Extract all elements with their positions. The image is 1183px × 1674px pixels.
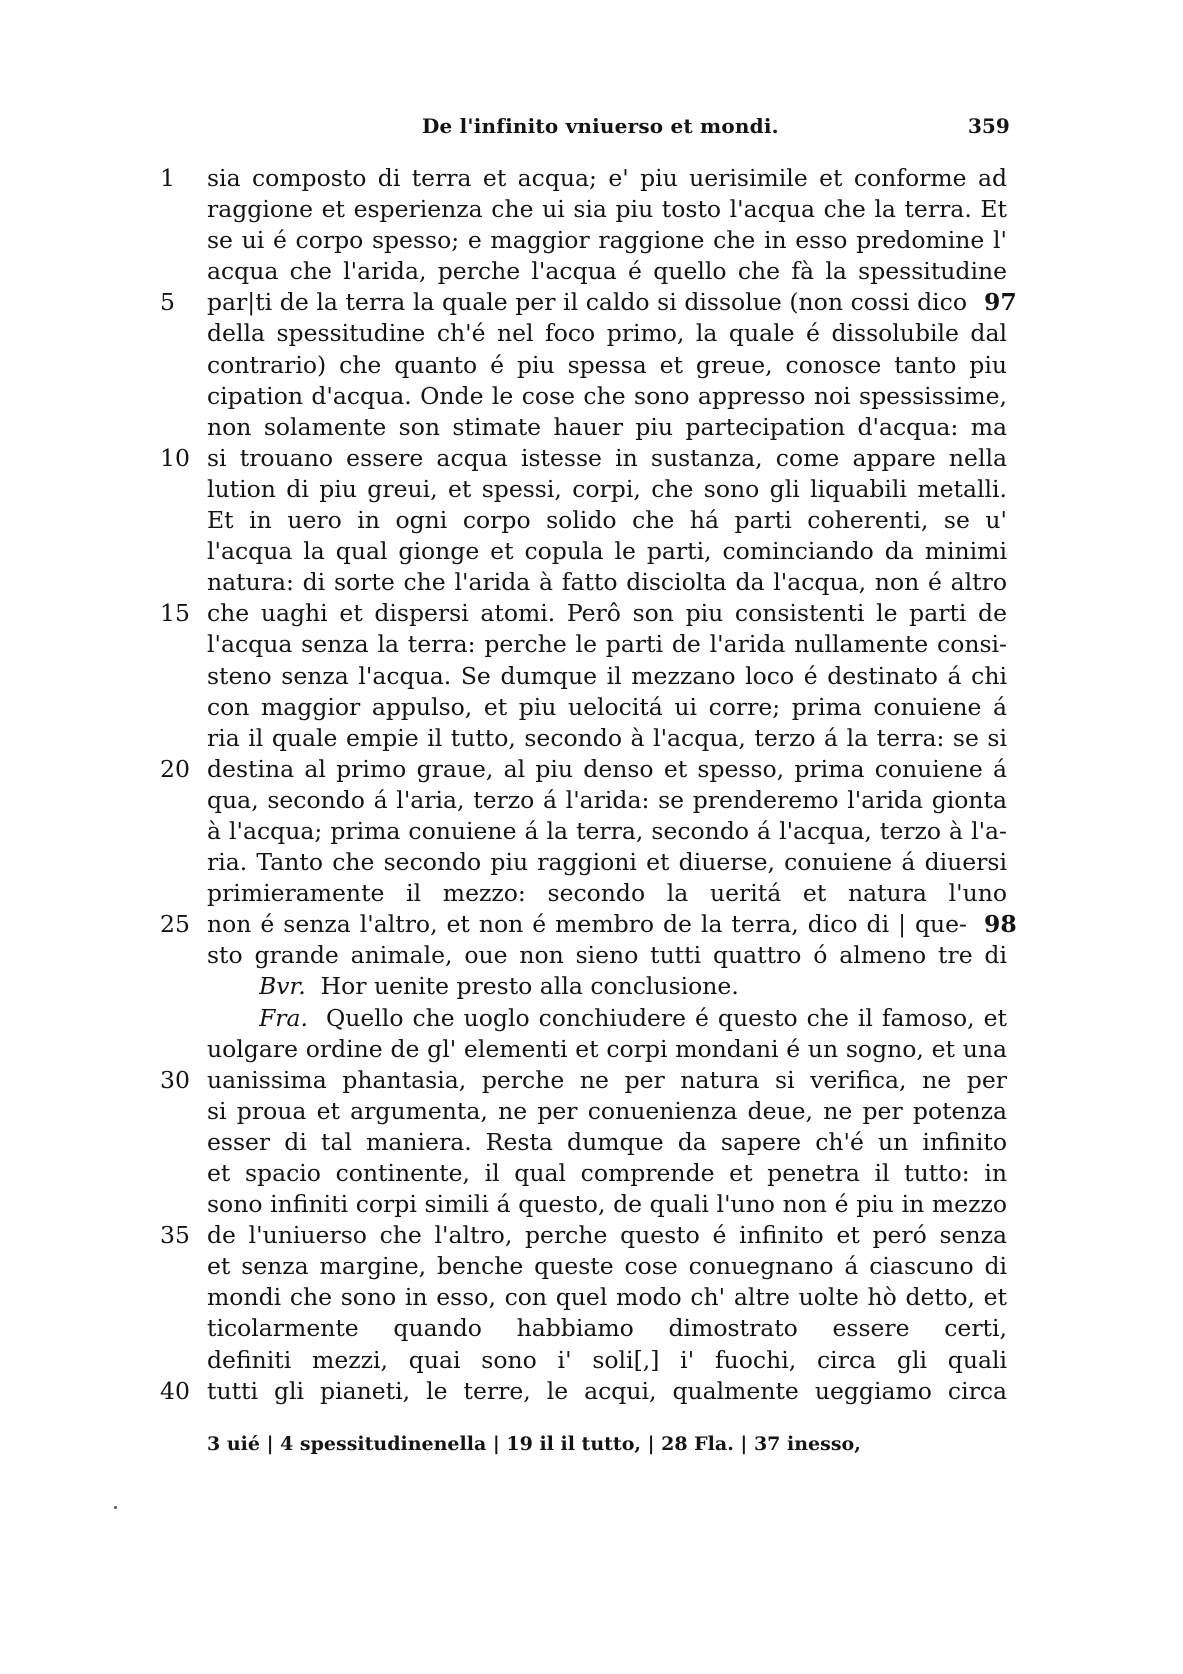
line-text: sto grande animale, oue non sieno tutti quattro ó almeno tre di — [207, 941, 1007, 970]
line-text: con maggior appulso, et piu uelocitá ui corre; prima conuiene á — [207, 692, 1007, 721]
text-line — [0, 909, 1183, 940]
line-number: 30 — [160, 1065, 190, 1094]
text-line — [0, 1189, 1183, 1220]
text-line — [0, 505, 1183, 536]
text-line — [0, 256, 1183, 287]
line-text: qua, secondo á l'aria, terzo á l'arida: se prenderemo l'arida gionta — [207, 785, 1007, 814]
text-line — [0, 350, 1183, 381]
line-text: par|ti de la terra la quale per il caldo si dissolue (non cossi dico — [207, 288, 967, 317]
line-text: cipation d'acqua. Onde le cose che sono appresso noi spessissime, — [207, 381, 1007, 410]
line-text: non é senza l'altro, et non é membro de la terra, dico di | que- — [207, 910, 967, 939]
critical-apparatus: 3 uié | 4 spessitudinenella | 19 il il tutto, | 28 Fla. | 37 inesso, — [207, 1433, 861, 1455]
line-text: ria. Tanto che secondo piu raggioni et diuerse, conuiene á diuersi — [207, 848, 1007, 877]
line-number: 1 — [160, 164, 175, 192]
line-text: sono infiniti corpi simili á questo, de quali l'uno non é piu in mezzo — [207, 1190, 1007, 1219]
line-text: uanissima phantasia, perche ne per natura si verifica, ne per — [207, 1065, 1007, 1094]
line-number: 10 — [160, 443, 190, 472]
text-line — [0, 816, 1183, 847]
line-text: ticolarmente quando habbiamo dimostrato essere certi, — [207, 1314, 1007, 1343]
text-line — [0, 1220, 1183, 1251]
page-number: 359 — [968, 114, 1010, 138]
line-number: 40 — [160, 1376, 190, 1405]
text-line — [0, 754, 1183, 785]
line-text: uolgare ordine de gl' elementi et corpi mondani é un sogno, et una — [207, 1034, 1007, 1063]
line-text: contrario) che quanto é piu spessa et greue, conosce tanto piu — [207, 350, 1007, 379]
running-title: De l'infinito vniuerso et mondi. — [422, 114, 779, 138]
line-text: si trouano essere acqua istesse in sustanza, come appare nella — [207, 443, 1007, 472]
line-text: esser di tal maniera. Resta dumque da sapere ch'é un infinito — [207, 1127, 1007, 1156]
text-line — [0, 287, 1183, 318]
line-number: 15 — [160, 599, 190, 628]
text-line — [0, 1251, 1183, 1282]
text-line — [0, 1282, 1183, 1313]
line-text: non solamente son stimate hauer piu partecipation d'acqua: ma — [207, 412, 1007, 441]
text-line — [0, 225, 1183, 256]
text-line — [0, 163, 1183, 194]
margin-page-reference: 98 — [984, 910, 1017, 939]
text-line — [0, 971, 1183, 1002]
text-line — [0, 940, 1183, 971]
speaker-label: Fra. — [259, 1003, 309, 1032]
speaker-text: Quello che uoglo conchiudere é questo che il famoso, et — [325, 1003, 1007, 1032]
line-text: della spessitudine ch'é nel foco primo, la quale é dissolubile dal — [207, 319, 1007, 348]
line-text: tutti gli pianeti, le terre, le acqui, qualmente ueggiamo circa — [207, 1376, 1007, 1405]
text-line — [0, 661, 1183, 692]
print-speck — [114, 1506, 117, 1509]
text-line — [0, 629, 1183, 660]
text-line — [0, 1345, 1183, 1376]
line-text: à l'acqua; prima conuiene á la terra, secondo á l'acqua, terzo à l'a- — [207, 816, 1007, 845]
line-text: et senza margine, benche queste cose conuegnano á ciascuno di — [207, 1252, 1007, 1281]
text-line — [0, 1376, 1183, 1407]
line-text: destina al primo graue, al piu denso et spesso, prima conuiene á — [207, 754, 1007, 783]
line-text: se ui é corpo spesso; e maggior raggione che in esso predomine l' — [207, 226, 1007, 255]
line-text: l'acqua la qual gionge et copula le parti, cominciando da minimi — [207, 537, 1007, 566]
line-text: primieramente il mezzo: secondo la ueritá et natura l'uno — [207, 879, 1007, 908]
text-line — [0, 1065, 1183, 1096]
text-line — [0, 381, 1183, 412]
line-text: ria il quale empie il tutto, secondo à l'acqua, terzo á la terra: se si — [207, 723, 1007, 752]
text-line — [0, 412, 1183, 443]
text-line — [0, 785, 1183, 816]
text-line — [0, 847, 1183, 878]
text-line — [0, 536, 1183, 567]
line-text: l'acqua senza la terra: perche le parti de l'arida nullamente consi- — [207, 630, 1007, 659]
line-number: 25 — [160, 910, 190, 939]
line-number: 35 — [160, 1221, 190, 1250]
text-line — [0, 1158, 1183, 1189]
text-line — [0, 194, 1183, 225]
text-line — [0, 1034, 1183, 1065]
line-text — [259, 971, 1007, 1002]
text-line — [0, 723, 1183, 754]
text-line — [0, 474, 1183, 505]
text-line — [0, 1313, 1183, 1344]
line-text: de l'uniuerso che l'altro, perche questo é infinito et peró senza — [207, 1221, 1007, 1250]
text-line — [0, 1127, 1183, 1158]
line-text: lution di piu greui, et spessi, corpi, che sono gli liquabili metalli. — [207, 474, 1007, 503]
line-text: raggione et esperienza che ui sia piu tosto l'acqua che la terra. Et — [207, 195, 1007, 224]
main-text — [0, 163, 1183, 1407]
text-line — [0, 1096, 1183, 1127]
speaker-text: Hor uenite presto alla conclusione. — [320, 972, 739, 1001]
text-line — [0, 443, 1183, 474]
line-number: 5 — [160, 288, 175, 317]
page-header — [0, 110, 1183, 140]
line-text: natura: di sorte che l'arida à fatto disciolta da l'acqua, non é altro — [207, 568, 1007, 597]
line-text: sia composto di terra et acqua; e' piu uerisimile et conforme ad — [207, 164, 1007, 192]
text-line — [0, 598, 1183, 629]
line-text: definiti mezzi, quai sono i' soli[,] i' fuochi, circa gli quali — [207, 1345, 1007, 1374]
line-text: che uaghi et dispersi atomi. Perô son piu consistenti le parti de — [207, 599, 1007, 628]
text-line — [0, 318, 1183, 349]
text-line — [0, 1003, 1183, 1034]
line-text: acqua che l'arida, perche l'acqua é quello che fà la spessitudine — [207, 257, 1007, 286]
line-text: Et in uero in ogni corpo solido che há parti coherenti, se u' — [207, 506, 1007, 535]
line-text: mondi che sono in esso, con quel modo ch' altre uolte hò detto, et — [207, 1283, 1007, 1312]
text-line — [0, 567, 1183, 598]
line-text: si proua et argumenta, ne per conuenienza deue, ne per potenza — [207, 1096, 1007, 1125]
line-number: 20 — [160, 754, 190, 783]
line-text: et spacio continente, il qual comprende et penetra il tutto: in — [207, 1159, 1007, 1187]
speaker-label: Bvr. — [259, 972, 306, 1001]
line-text: steno senza l'acqua. Se dumque il mezzano loco é destinato á chi — [207, 661, 1007, 690]
line-text — [259, 1003, 1007, 1034]
text-line — [0, 692, 1183, 723]
text-line — [0, 878, 1183, 909]
margin-page-reference: 97 — [984, 288, 1017, 317]
